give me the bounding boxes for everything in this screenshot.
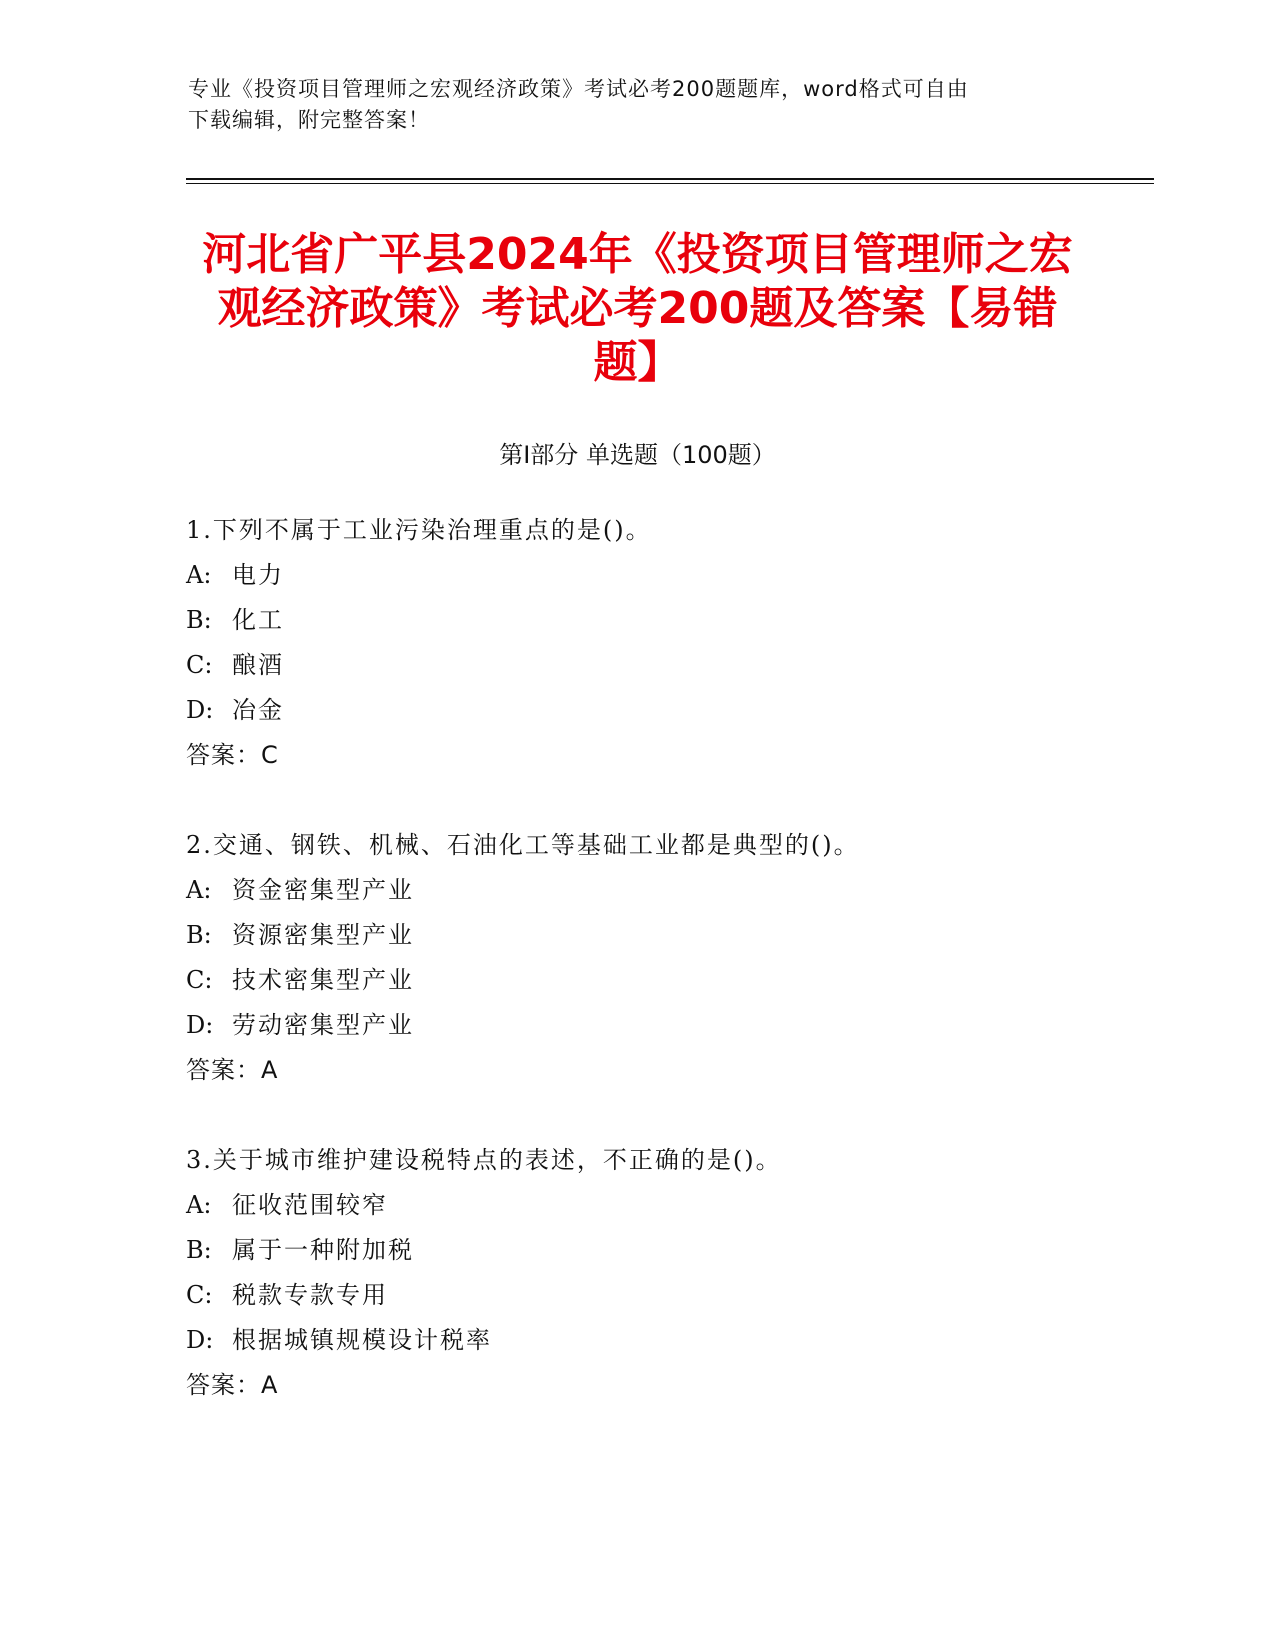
option-text: 技术密集型产业: [232, 966, 414, 994]
question-block: [186, 508, 1136, 778]
answer: 答案：C: [186, 741, 279, 769]
option-letter: A:: [186, 1191, 212, 1219]
option-a: [186, 1183, 1136, 1228]
option-c: [186, 643, 1136, 688]
option-a: [186, 868, 1136, 913]
option-b: [186, 913, 1136, 958]
question-stem: 2.交通、钢铁、机械、石油化工等基础工业都是典型的()。: [186, 831, 860, 859]
option-text: 根据城镇规模设计税率: [232, 1326, 492, 1354]
header-note-line-2: 下载编辑，附完整答案！: [188, 108, 430, 132]
option-text: 资金密集型产业: [232, 876, 414, 904]
option-letter: B:: [186, 606, 212, 634]
header-divider-thin: [186, 183, 1154, 184]
option-text: 税款专款专用: [232, 1281, 388, 1309]
header-note-line-1: 专业《投资项目管理师之宏观经济政策》考试必考200题题库，word格式可自由: [188, 77, 969, 101]
document-title-line-1: 河北省广平县2024年《投资项目管理师之宏: [202, 229, 1073, 280]
answer: 答案：A: [186, 1056, 279, 1084]
answer: 答案：A: [186, 1371, 279, 1399]
option-letter: D:: [186, 696, 214, 724]
document-title: [170, 228, 1105, 390]
option-b: [186, 598, 1136, 643]
question-block: [186, 1138, 1136, 1408]
option-text: 化工: [232, 606, 284, 634]
option-text: 冶金: [232, 696, 284, 724]
option-letter: A:: [186, 876, 212, 904]
option-text: 属于一种附加税: [232, 1236, 414, 1264]
option-b: [186, 1228, 1136, 1273]
option-letter: B:: [186, 921, 212, 949]
question-block: [186, 823, 1136, 1093]
option-letter: C:: [186, 966, 213, 994]
option-text: 征收范围较窄: [232, 1191, 388, 1219]
option-text: 电力: [232, 561, 284, 589]
option-c: [186, 958, 1136, 1003]
option-d: [186, 1318, 1136, 1363]
option-d: [186, 688, 1136, 733]
option-letter: B:: [186, 1236, 212, 1264]
option-text: 劳动密集型产业: [232, 1011, 414, 1039]
document-title-line-2: 观经济政策》考试必考200题及答案【易错: [217, 283, 1058, 334]
option-letter: C:: [186, 1281, 213, 1309]
header-note: [188, 74, 1088, 136]
option-d: [186, 1003, 1136, 1048]
option-letter: C:: [186, 651, 213, 679]
option-c: [186, 1273, 1136, 1318]
option-text: 酿酒: [232, 651, 284, 679]
option-a: [186, 553, 1136, 598]
header-divider-thick: [186, 178, 1154, 180]
option-text: 资源密集型产业: [232, 921, 414, 949]
option-letter: A:: [186, 561, 212, 589]
question-stem: 1.下列不属于工业污染治理重点的是()。: [186, 516, 652, 544]
question-stem: 3.关于城市维护建设税特点的表述，不正确的是()。: [186, 1146, 782, 1174]
option-letter: D:: [186, 1011, 214, 1039]
section-heading: 第Ⅰ部分 单选题（100题）: [499, 441, 776, 469]
document-title-line-3: 题】: [593, 337, 682, 388]
option-letter: D:: [186, 1326, 214, 1354]
